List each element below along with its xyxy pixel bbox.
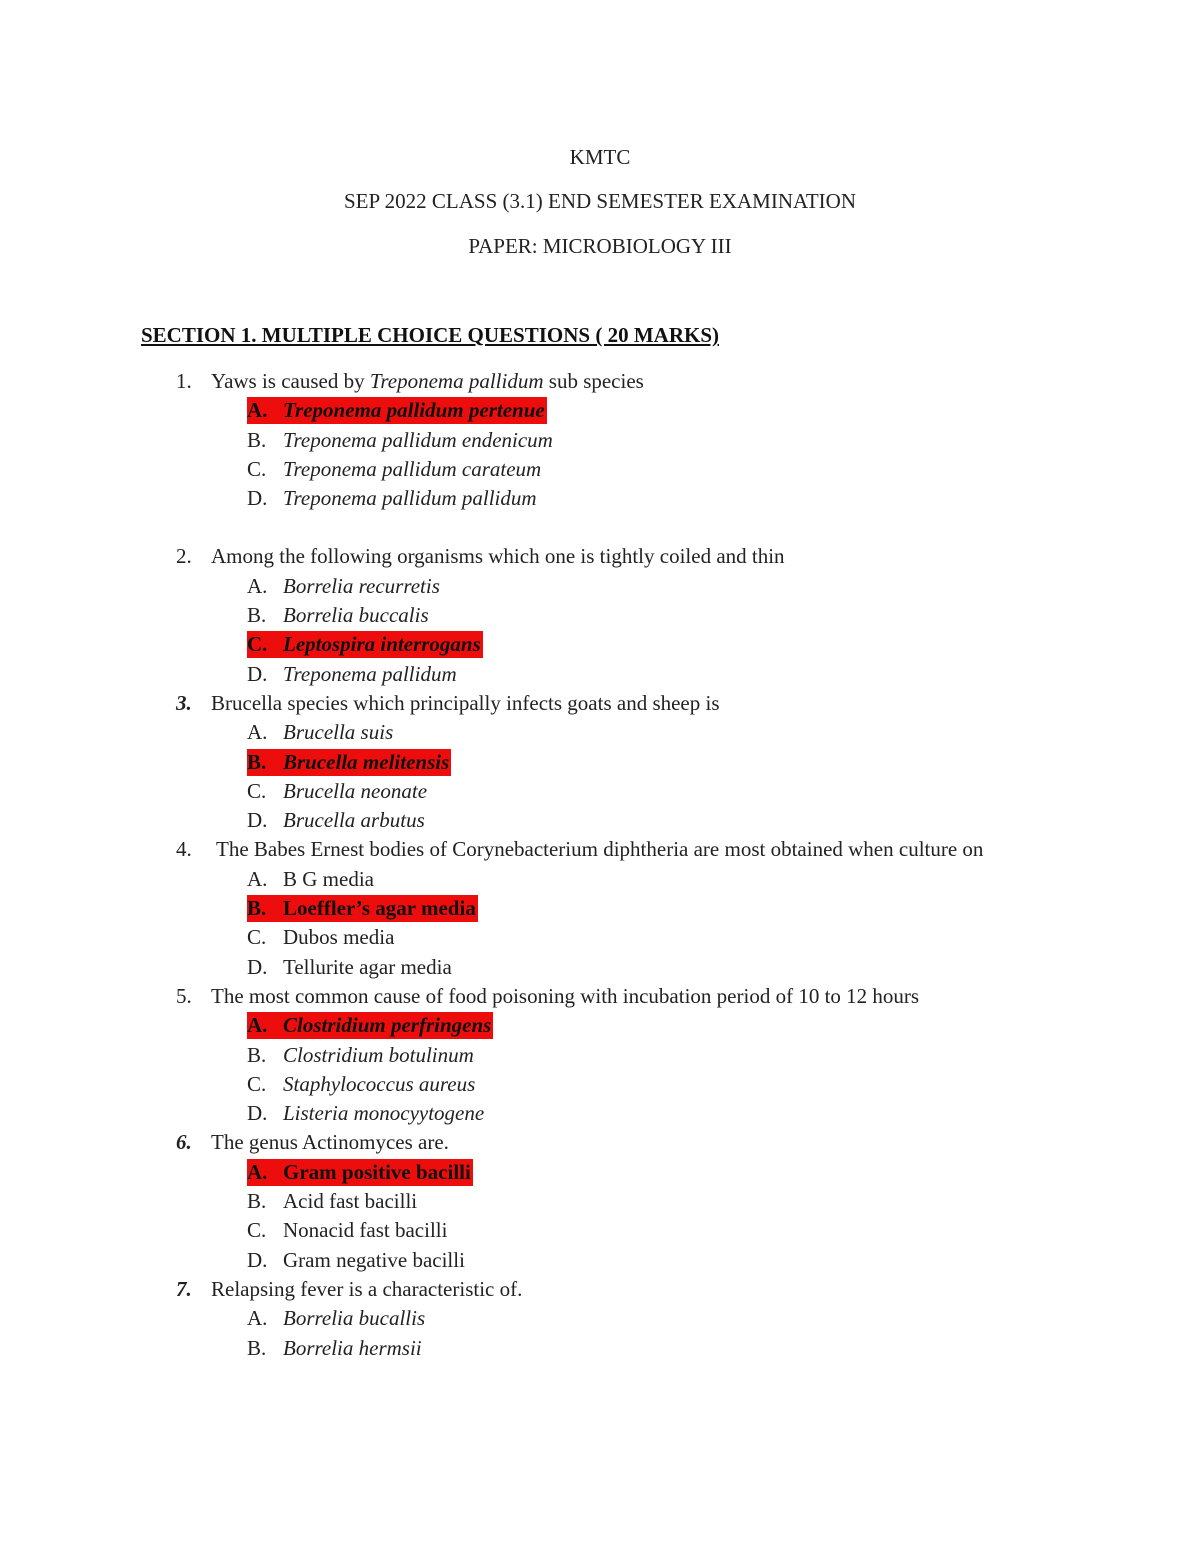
section-heading: SECTION 1. MULTIPLE CHOICE QUESTIONS ( 20 MARKS): [141, 323, 719, 347]
option-text: Brucella neonate: [283, 778, 428, 803]
option-text: Clostridium botulinum: [283, 1042, 474, 1067]
option-a: [0, 1304, 1200, 1333]
option-text: Tellurite agar media: [283, 954, 452, 979]
question-5: [0, 982, 1071, 1011]
question-text-end: sub species: [543, 369, 644, 393]
option-text: Treponema pallidum pallidum: [283, 486, 537, 511]
option-text: Nonacid fast bacilli: [283, 1218, 448, 1243]
option-letter: C.: [247, 778, 267, 803]
option-b: [0, 1334, 1200, 1363]
question-text-italic: Treponema pallidum: [369, 369, 544, 393]
option-c: [0, 923, 1200, 952]
option-text: Brucella suis: [283, 720, 394, 745]
option-text: Borrelia recurretis: [283, 573, 440, 598]
question-number: 7.: [176, 1276, 192, 1301]
option-text: Staphylococcus aureus: [283, 1071, 476, 1096]
option-letter: B.: [247, 603, 267, 628]
option-letter: D.: [247, 954, 268, 979]
option-letter: B.: [247, 1042, 267, 1067]
question-text: Yaws is caused by: [211, 369, 370, 393]
option-letter: A.: [247, 573, 268, 598]
option-d: [0, 806, 1200, 835]
option-text: Borrelia buccalis: [283, 603, 429, 628]
option-letter: D.: [247, 808, 268, 833]
option-letter: A.: [247, 1013, 268, 1038]
option-text: Listeria monocyytogene: [283, 1101, 485, 1126]
option-letter: A.: [247, 866, 268, 891]
option-a-correct: [0, 1158, 1200, 1187]
option-letter: B.: [247, 427, 267, 452]
question-number: 4.: [176, 837, 192, 862]
option-c: [0, 1070, 1200, 1099]
question-number: 6.: [176, 1130, 192, 1155]
option-text: Treponema pallidum carateum: [283, 456, 542, 481]
option-text: Loeffler’s agar media: [283, 896, 476, 921]
option-letter: C.: [247, 456, 267, 481]
question-number: 3.: [176, 690, 192, 715]
option-d: [0, 953, 1200, 982]
option-b-correct: [0, 894, 1200, 923]
option-a-correct: [0, 1011, 1200, 1040]
option-text: Gram positive bacilli: [283, 1159, 471, 1184]
option-letter: C.: [247, 632, 268, 657]
question-text: Brucella species which principally infects goats and sheep is: [211, 690, 720, 715]
question-text: Among the following organisms which one is tightly coiled and thin: [211, 544, 785, 569]
option-text: Treponema pallidum pertenue: [283, 398, 545, 423]
question-text: The genus Actinomyces are.: [211, 1130, 449, 1155]
exam-title: SEP 2022 CLASS (3.1) END SEMESTER EXAMINATION: [344, 189, 856, 213]
option-a: [0, 718, 1200, 747]
option-text: B G media: [283, 866, 374, 891]
question-text: The most common cause of food poisoning with incubation period of 10 to 12 hours: [211, 983, 920, 1008]
option-c: [0, 1216, 1200, 1245]
question-number: 1.: [176, 369, 192, 393]
question-4: [0, 835, 1076, 864]
option-text: Gram negative bacilli: [283, 1247, 465, 1272]
option-a-correct: [0, 396, 1200, 425]
question-2: [0, 542, 1071, 571]
option-c: [0, 777, 1200, 806]
option-b: [0, 1041, 1200, 1070]
option-letter: C.: [247, 1071, 267, 1096]
option-text: Brucella melitensis: [283, 749, 450, 774]
option-d: [0, 1246, 1200, 1275]
option-letter: B.: [247, 749, 267, 774]
option-letter: B.: [247, 1189, 267, 1214]
option-letter: B.: [247, 1335, 267, 1360]
option-a: [0, 572, 1200, 601]
option-letter: D.: [247, 1101, 268, 1126]
option-b: [0, 601, 1200, 630]
question-text: Relapsing fever is a characteristic of.: [211, 1276, 523, 1301]
option-letter: A.: [247, 1306, 268, 1331]
option-c: [0, 455, 1200, 484]
option-letter: A.: [247, 1159, 268, 1184]
question-list: [0, 367, 1200, 1363]
option-c-correct: [0, 630, 1200, 659]
option-letter: C.: [247, 925, 267, 950]
option-letter: B.: [247, 896, 267, 921]
option-d: [0, 660, 1200, 689]
option-text: Treponema pallidum: [283, 661, 457, 686]
question-1: [0, 367, 1071, 396]
question-text: The Babes Ernest bodies of Corynebacterium diphtheria are most obtained when culture on: [216, 837, 984, 862]
spacer: [0, 513, 1200, 542]
option-text: Borrelia bucallis: [283, 1306, 426, 1331]
option-letter: A.: [247, 720, 268, 745]
option-text: Dubos media: [283, 925, 395, 950]
option-letter: A.: [247, 398, 268, 423]
option-b: [0, 1187, 1200, 1216]
option-d: [0, 1099, 1200, 1128]
option-text: Leptospira interrogans: [283, 632, 481, 657]
option-letter: D.: [247, 661, 268, 686]
option-a: [0, 865, 1200, 894]
paper-title: PAPER: MICROBIOLOGY III: [468, 234, 732, 258]
institution-title: KMTC: [569, 145, 631, 169]
option-text: Acid fast bacilli: [283, 1189, 418, 1214]
question-number: 5.: [176, 983, 192, 1008]
option-letter: D.: [247, 1247, 268, 1272]
question-7: [0, 1275, 1071, 1304]
option-text: Brucella arbutus: [283, 808, 425, 833]
option-text: Clostridium perfringens: [283, 1013, 492, 1038]
option-text: Borrelia hermsii: [283, 1335, 422, 1360]
option-b: [0, 426, 1200, 455]
question-3: [0, 689, 1071, 718]
option-letter: D.: [247, 486, 268, 511]
option-letter: C.: [247, 1218, 267, 1243]
option-b-correct: [0, 748, 1200, 777]
option-text: Treponema pallidum endenicum: [283, 427, 553, 452]
question-6: [0, 1128, 1071, 1157]
option-d: [0, 484, 1200, 513]
question-number: 2.: [176, 544, 192, 569]
